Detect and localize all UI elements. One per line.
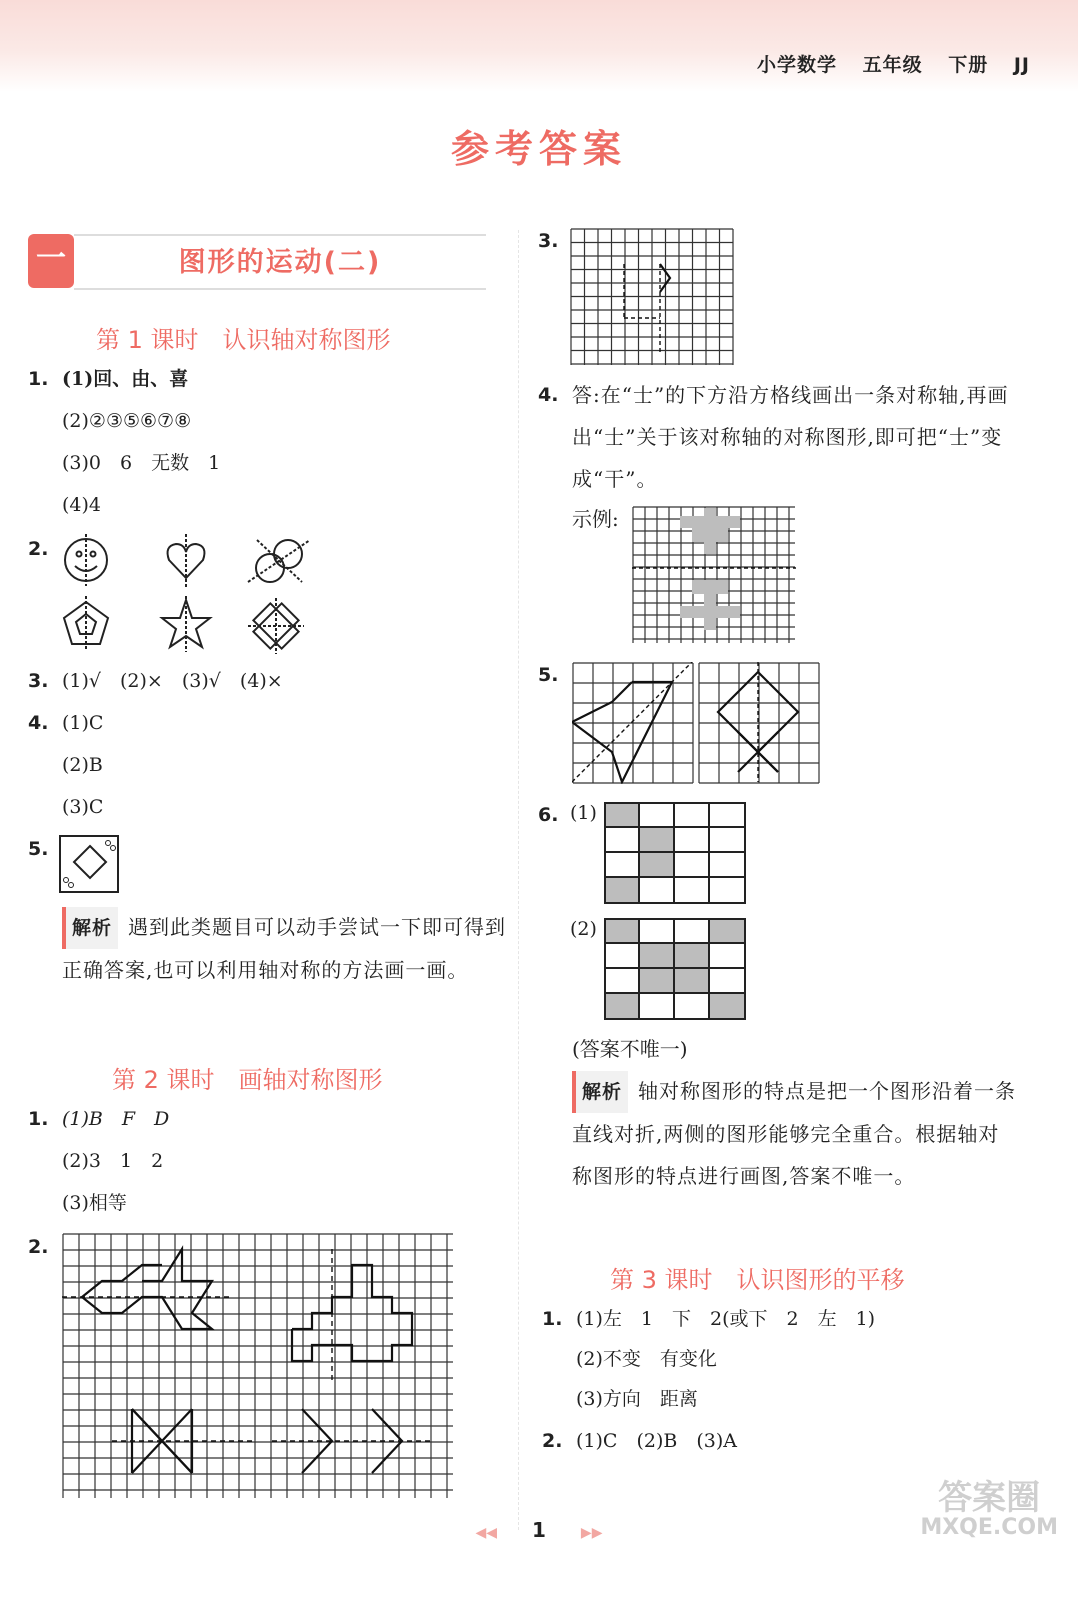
l1-q3-answer: (1)√ (2)× (3)√ (4)× (62, 670, 283, 692)
term-label: 下册 (948, 54, 989, 76)
l3-q2-answer: (1)C (2)B (3)A (576, 1430, 737, 1452)
l1-q1-answer-1: (1)回、由、喜 (62, 368, 189, 390)
q3-grid (570, 228, 734, 366)
lesson2-drawing-grid (62, 1233, 454, 1499)
l2-q1-answer-2: (2)3 1 2 (62, 1150, 164, 1172)
lesson3-title: 第 3 课时 认识图形的平移 (610, 1266, 905, 1294)
q4-example-grid (632, 506, 796, 644)
l1-q1-answer-2: (2)②③⑤⑥⑦⑧ (62, 410, 192, 432)
watermark-logo (920, 1480, 1058, 1540)
square-diamond-figure (58, 834, 122, 896)
l3-q1-answer-1: (1)左 1 下 2(或下 2 左 1) (576, 1308, 876, 1330)
r-q6-part2: (2) (570, 918, 597, 940)
r-q3-number: 3. (538, 230, 559, 252)
smiley-icon (65, 534, 107, 586)
lesson2-title: 第 2 课时 画轴对称图形 (112, 1066, 383, 1094)
star-icon (162, 596, 210, 652)
l1-q4-answer-1: (1)C (62, 712, 104, 734)
next-page-icon[interactable]: ▶▶ (580, 1525, 603, 1541)
l1-q4-answer-2: (2)B (62, 754, 103, 776)
l3-q1-number: 1. (542, 1308, 563, 1330)
cross-shape-icon (248, 598, 304, 654)
heart-icon (168, 534, 205, 588)
l3-q1-answer-2: (2)不变 有变化 (576, 1348, 717, 1370)
r-q4-example-label: 示例: (572, 507, 619, 531)
r-q6-part1: (1) (570, 802, 597, 824)
unit-number-badge: 一 (28, 234, 74, 288)
pentagon-icon (64, 596, 108, 650)
q6-grid-2 (604, 918, 746, 1020)
page-footer (0, 1515, 1078, 1542)
analysis-tag: 解析 (572, 1071, 628, 1113)
unit-title: 图形的运动(二) (178, 247, 382, 278)
page-number: 1 (532, 1518, 546, 1542)
l2-q1-answer-1: (1)B F D (62, 1108, 170, 1130)
column-divider (518, 230, 519, 1530)
watermark-line-2: MXQE.COM (920, 1515, 1058, 1540)
l1-q1-number: 1. (28, 368, 49, 390)
double-circle-icon (248, 540, 310, 582)
subject-label: 小学数学 (756, 54, 837, 76)
l1-analysis (62, 906, 506, 991)
page-title: 参考答案 (450, 127, 627, 171)
l2-q2-number: 2. (28, 1236, 49, 1258)
l1-q3-number: 3. (28, 670, 49, 692)
l1-q4-answer-3: (3)C (62, 796, 104, 818)
r-analysis (572, 1070, 1016, 1197)
l2-q1-answer-3: (3)相等 (62, 1192, 127, 1214)
edition-label: JJ (1013, 54, 1030, 76)
l1-analysis-text: 遇到此类题目可以动手尝试一下即可得到正确答案,也可以利用轴对称的方法画一画。 (62, 915, 507, 982)
r-q4-answer: 答:在“士”的下方沿方格线画出一条对称轴,再画出“士”关于该对称轴的对称图形,即可把“士”变成“干”。 (572, 383, 1009, 491)
r-q5-number: 5. (538, 664, 559, 686)
l3-q1-answer-3: (3)方向 距离 (576, 1388, 698, 1410)
l1-q2-number: 2. (28, 538, 49, 560)
r-analysis-text: 轴对称图形的特点是把一个图形沿着一条直线对折,两侧的图形能够完全重合。根据轴对称图形的特点进行画图,答案不唯一。 (572, 1079, 1017, 1188)
grade-label: 五年级 (862, 54, 923, 76)
header-band (0, 0, 1078, 92)
r-q6-number: 6. (538, 804, 559, 826)
character-shading (680, 508, 740, 630)
symmetry-figures (52, 530, 332, 656)
r-q4-number: 4. (538, 384, 559, 406)
r-q6-note: (答案不唯一) (572, 1037, 688, 1061)
lesson1-title: 第 1 课时 认识轴对称图形 (96, 326, 391, 354)
q5-grid-right (698, 662, 820, 784)
l1-q4-number: 4. (28, 712, 49, 734)
q6-grid-1 (604, 802, 746, 904)
l1-q1-answer-4: (4)4 (62, 494, 102, 516)
l3-q2-number: 2. (542, 1430, 563, 1452)
book-info (739, 50, 1030, 77)
l1-q1-answer-3: (3)0 6 无数 1 (62, 452, 221, 474)
q5-grid-left (572, 662, 694, 784)
analysis-tag: 解析 (62, 907, 118, 949)
l1-q5-number: 5. (28, 838, 49, 860)
prev-page-icon[interactable]: ◀◀ (475, 1525, 498, 1541)
l2-q1-number: 1. (28, 1108, 49, 1130)
shape-fish (82, 1249, 212, 1329)
watermark-line-1: 答案圈 (938, 1478, 1041, 1518)
